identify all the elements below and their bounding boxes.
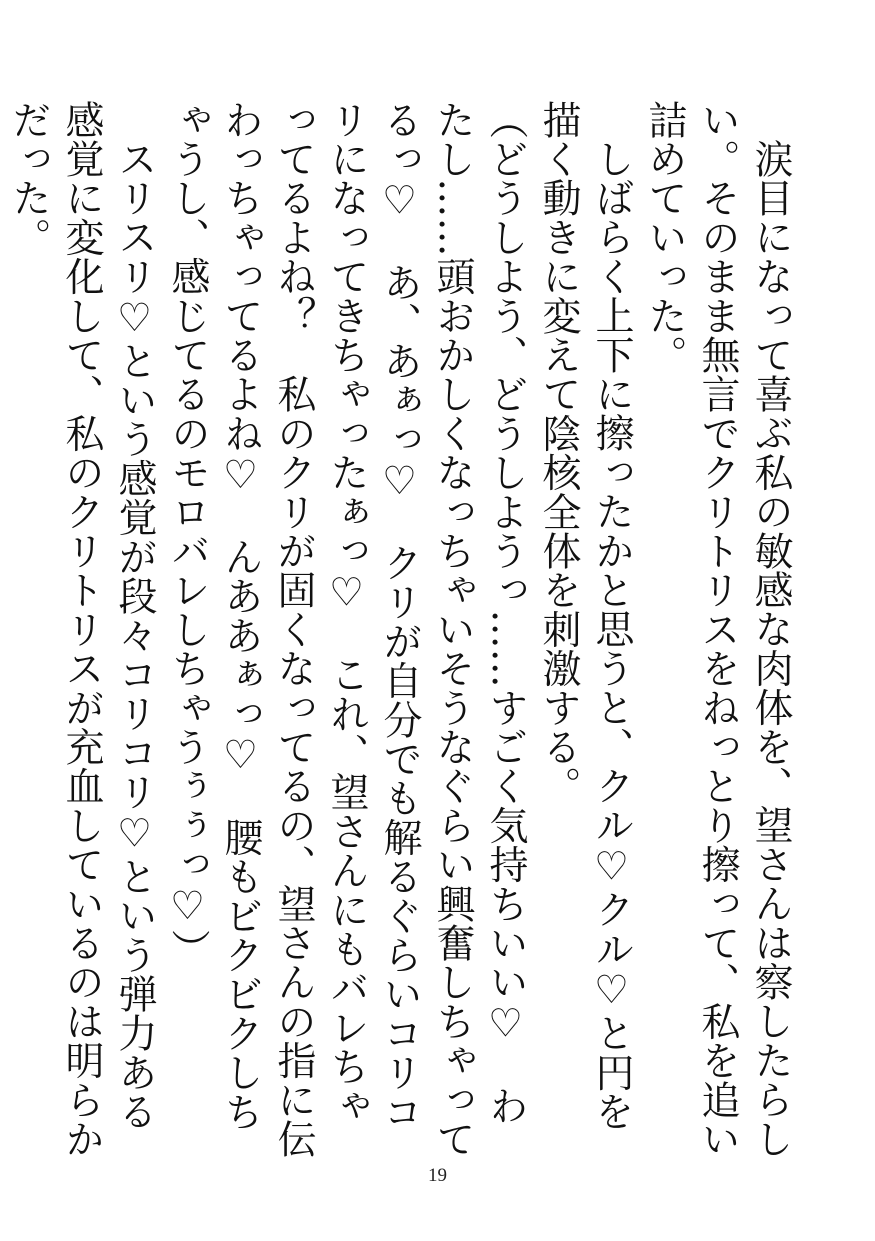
page-number: 19 <box>428 1165 447 1186</box>
paragraph-3: （どうしよう、どうしようっ……すごく気持ちいい♡ わたし……頭おかしくなっちゃいそうなぐらい興奮しちゃってるっ♡ あ、あぁっ♡ クリが自分でも解るぐらいコリコリになってきちゃったぁっ♡ これ、望さんにもバレちゃってるよね？ 私のクリが固くなってるの、望さんの指に伝わっちゃってるよね♡ んああぁっ♡ 腰もビクビクしちゃうし、感じてるのモロバレしちゃうぅぅっ♡） <box>165 100 528 1159</box>
paragraph-1: 涙目になって喜ぶ私の敏感な肉体を、望さんは察したらしい。そのまま無言でクリトリスをねっとり擦って、私を追い詰めていった。 <box>642 100 793 1159</box>
paragraph-5 <box>0 100 2 1160</box>
paragraph-4: スリスリ♡という感覚が段々コリコリ♡という弾力ある感覚に変化して、私のクリトリスが充血しているのは明らかだった。 <box>6 100 157 1159</box>
body-text <box>0 100 797 1160</box>
paragraph-2: しばらく上下に擦ったかと思うと、クル♡クル♡と円を描く動きに変えて陰核全体を刺激する。 <box>536 100 634 1131</box>
